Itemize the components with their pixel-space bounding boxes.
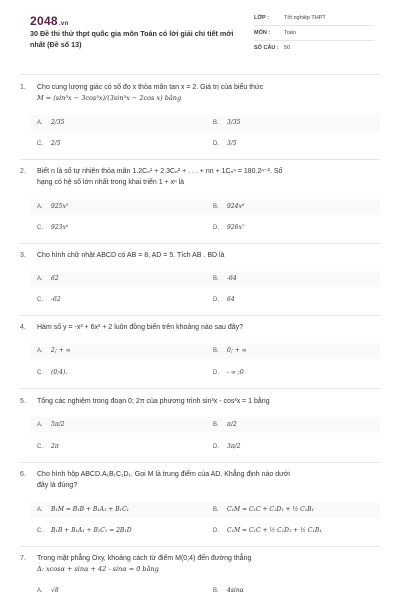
q6-option-b[interactable]: B. C₁M = C₁C + C₁D₁ + ½ C₁B₁ [213,506,314,513]
divider [20,315,380,316]
q5-option-c[interactable]: C. 2π [37,443,59,450]
q1-option-b[interactable]: B. 3/35 [213,119,241,126]
q7-option-b[interactable]: B. 4sinα [213,587,244,594]
q2-option-a[interactable]: A. 925x⁵ [37,203,69,210]
q4-option-d[interactable]: D. - ∞ ;0 [213,369,244,376]
divider [20,462,380,463]
q3-option-d[interactable]: D. 64 [213,296,235,303]
q5-option-b[interactable]: B. π/2 [213,421,237,428]
q4-option-c[interactable]: C. (0;4). [37,369,68,376]
q5-option-d[interactable]: D. 3π/2 [213,443,241,450]
q4-option-a[interactable]: A. 2; + ∞ [37,347,71,354]
exam-title: 30 Đề thi thử thpt quốc gia môn Toán có lời giải chi tiết mới nhất (Đề số 13) [30,29,234,49]
divider [20,546,380,547]
divider [20,388,380,389]
q2-option-b[interactable]: B. 924x⁶ [213,203,245,210]
divider [20,243,380,244]
q6-option-c[interactable]: C. B₁B + B₁A₁ + B₁C₁ = 2B₁D [37,527,132,534]
q4-option-b[interactable]: B. 0; + ∞ [213,347,247,354]
q3-option-b[interactable]: B. -64 [213,275,237,282]
q2-option-c[interactable]: C. 923x⁶ [37,224,69,231]
q3-option-c[interactable]: C. -62 [37,296,61,303]
site-logo[interactable]: 2048.vn [30,14,69,28]
divider [20,159,380,160]
q5-option-a[interactable]: A. 5π/2 [37,421,65,428]
page-header: 2048.vn 30 Đề thi thử thpt quốc gia môn Toán có lời giải chi tiết mới nhất (Đề số 13) LỚP : Tốt nghiệp THPT MÔN : Toán SỐ CÂU : 50 [0,0,400,62]
q3-option-a[interactable]: A. 62 [37,275,59,282]
q1-option-a[interactable]: A. 2/35 [37,119,65,126]
q6-option-a[interactable]: A. B₁M = B₁B + B₁A₁ + B₁C₁ [37,506,130,513]
q7-option-a[interactable]: A. √8 [37,587,59,594]
q6-option-d[interactable]: D. C₁M = C₁C + ½ C₁D₁ + ½ C₁B₁ [213,527,322,534]
q1-option-d[interactable]: D. 3/5 [213,140,237,147]
header-divider [20,74,380,75]
q2-option-d[interactable]: D. 926x⁷ [213,224,245,231]
q1-option-c[interactable]: C. 2/5 [37,140,61,147]
